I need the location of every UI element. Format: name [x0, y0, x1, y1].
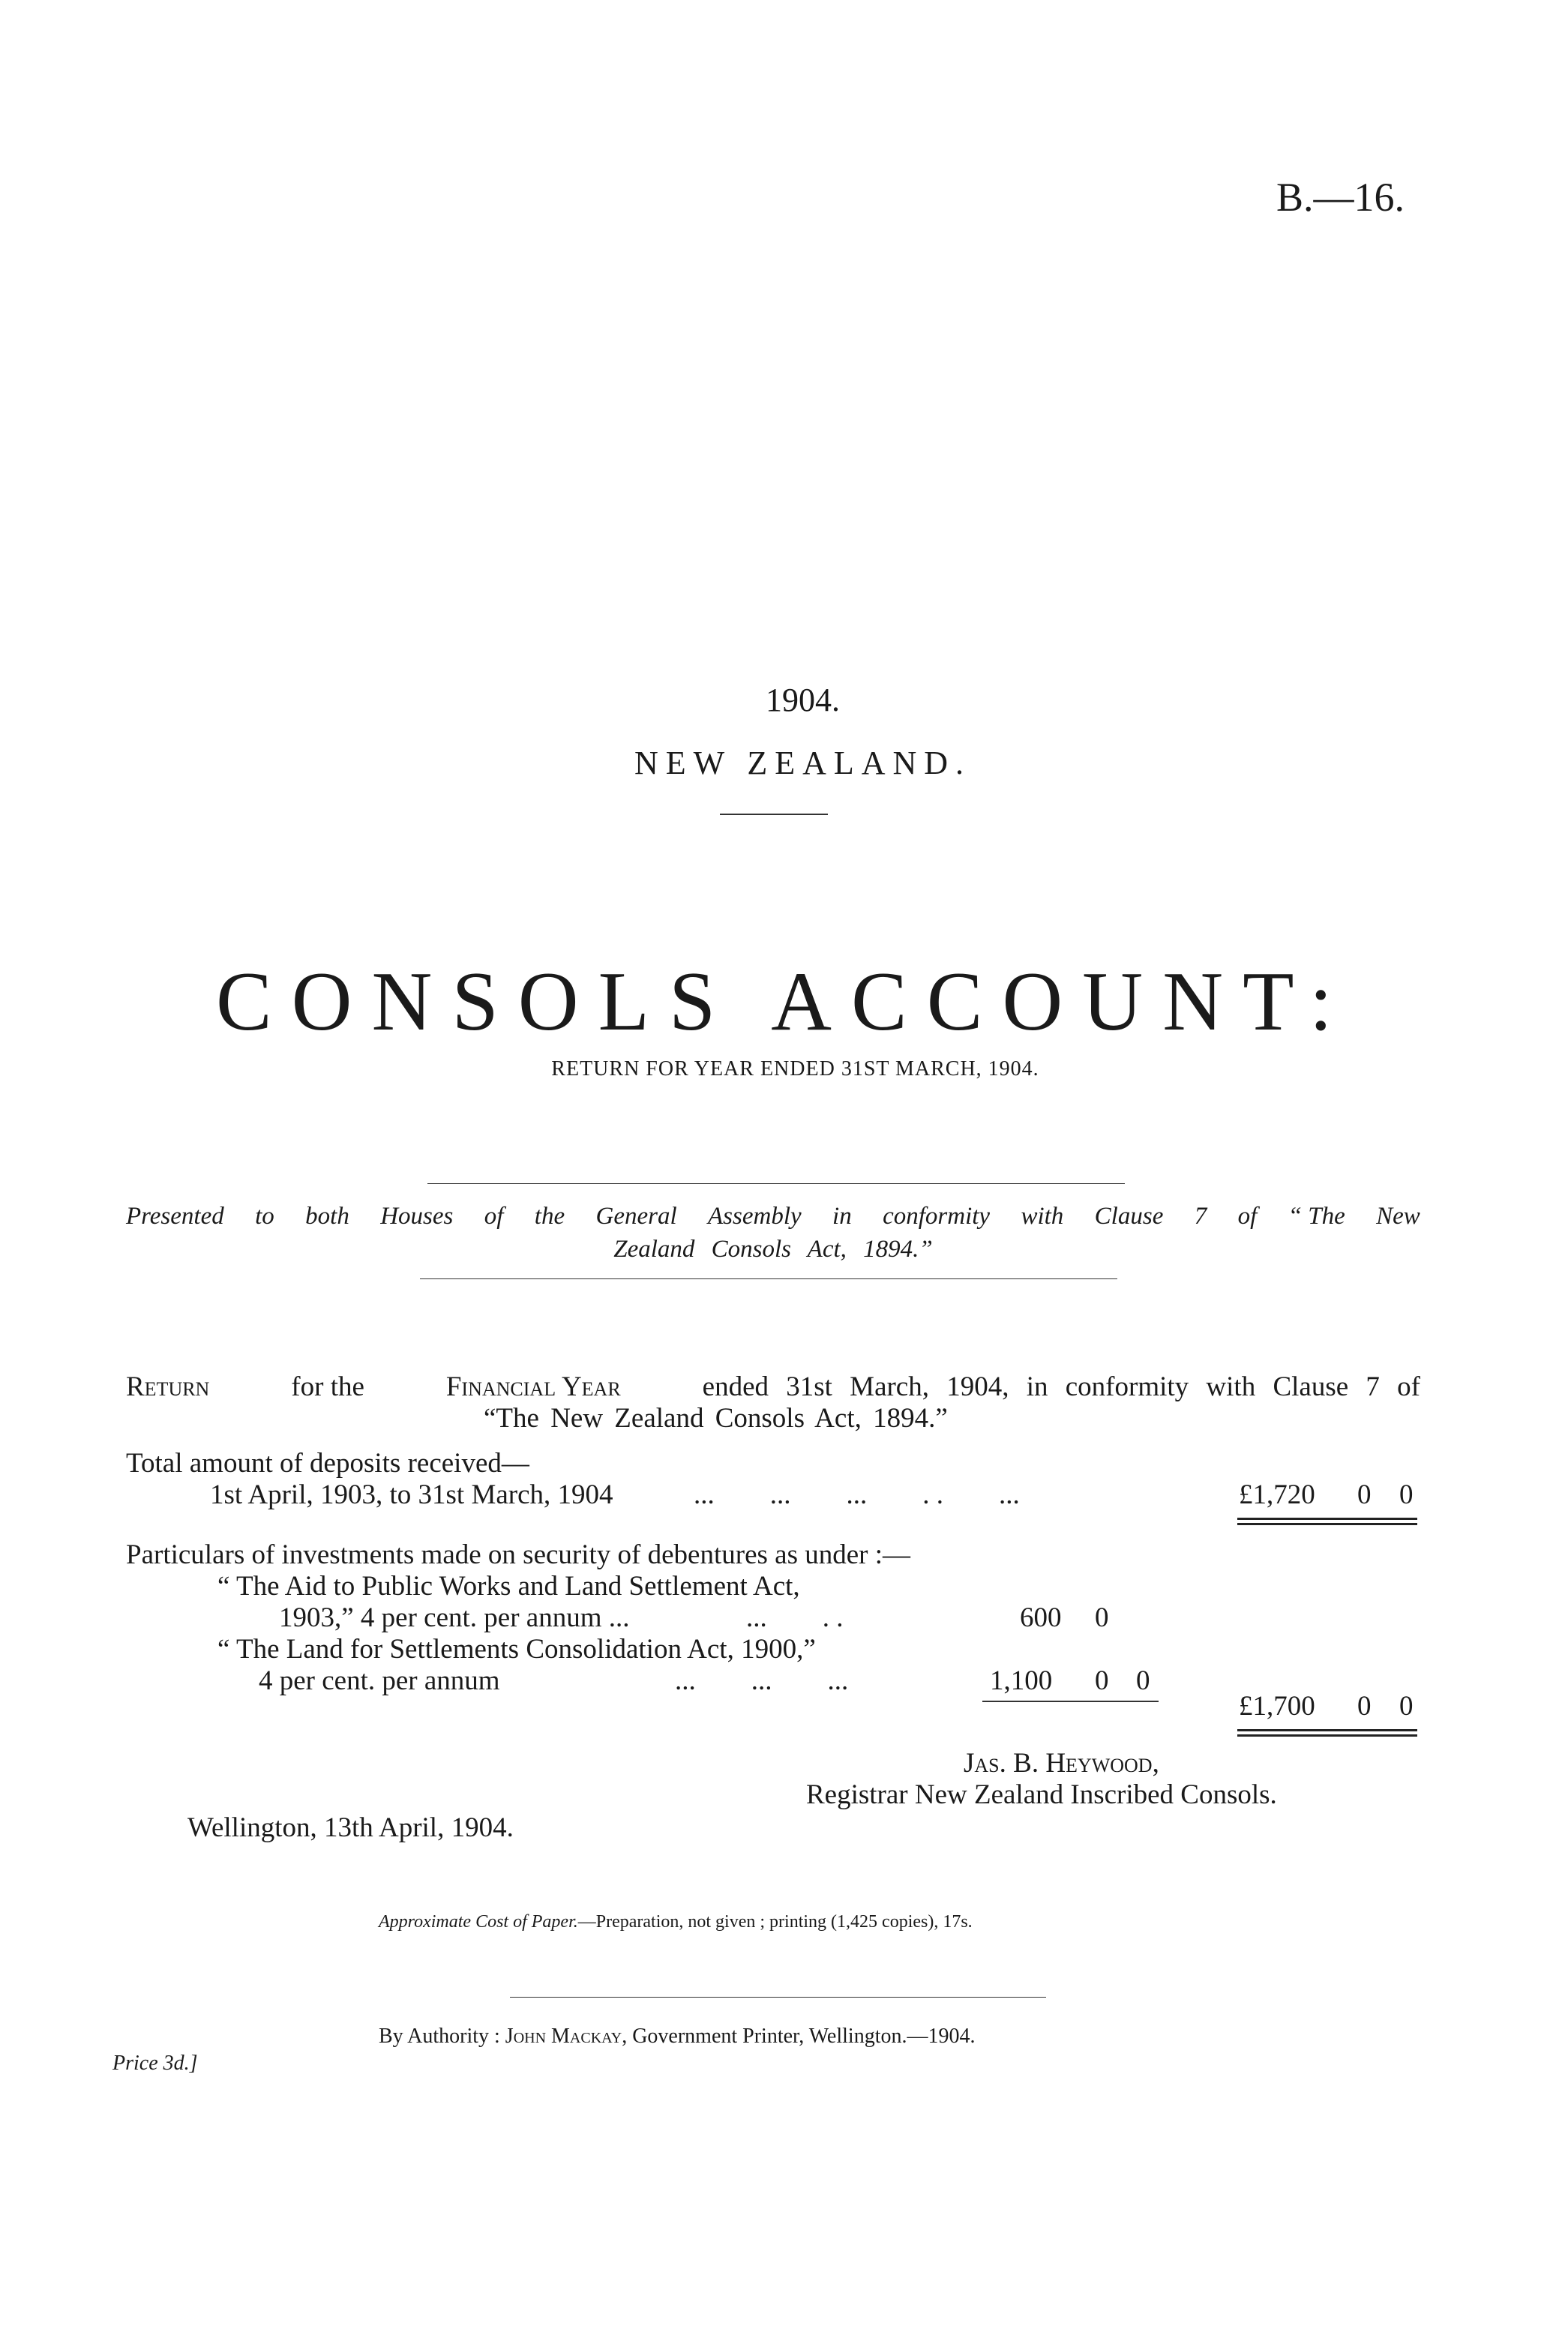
- investment-1-leader: ... . .: [746, 1602, 844, 1633]
- presentation-word: New: [1376, 1203, 1420, 1230]
- presentation-word: of: [484, 1203, 504, 1230]
- signatory-name: [964, 1747, 1159, 1779]
- presentation-word: General: [595, 1203, 677, 1230]
- investment-2-shillings: 0: [1095, 1665, 1109, 1696]
- presentation-word: to: [255, 1203, 274, 1230]
- deposits-total-pence: 0: [1399, 1479, 1414, 1510]
- document-reference: B.—16.: [1276, 175, 1405, 220]
- return-heading-text: for the: [291, 1371, 364, 1402]
- investments-total: £1,700: [1239, 1691, 1315, 1722]
- investment-1-shillings: 0: [1095, 1602, 1109, 1633]
- separator-rule: [720, 814, 828, 815]
- investment-2-amount: 1,100: [990, 1665, 1053, 1696]
- return-heading-line-1: [126, 1371, 1420, 1403]
- printer-line: [379, 2025, 975, 2049]
- investment-2-line-2: 4 per cent. per annum: [259, 1665, 500, 1696]
- separator-rule: [420, 1278, 1117, 1279]
- deposits-leader: ... ... ... . . ...: [694, 1479, 1020, 1510]
- signatory-name-rest: eywood,: [1066, 1748, 1159, 1779]
- separator-rule: [510, 1997, 1046, 1998]
- particulars-label: Particulars of investments made on security of debentures as under :—: [126, 1539, 910, 1570]
- presentation-word: in: [832, 1203, 852, 1230]
- presentation-word: conformity: [883, 1203, 991, 1230]
- investment-1-line-1: “ The Aid to Public Works and Land Settlement Act,: [217, 1571, 800, 1602]
- presentation-word: the: [534, 1203, 565, 1230]
- presentation-word: Clause: [1094, 1203, 1164, 1230]
- cost-note-label: Approximate Cost of Paper.: [379, 1912, 578, 1932]
- printer-name: John Mackay: [505, 2025, 622, 2048]
- signatory-title: Registrar New Zealand Inscribed Consols.: [806, 1779, 1277, 1810]
- presentation-word: Assembly: [708, 1203, 802, 1230]
- presentation-statement: [126, 1200, 1420, 1266]
- double-rule: [1237, 1518, 1417, 1525]
- document-country: NEW ZEALAND.: [634, 745, 972, 781]
- deposits-period: 1st April, 1903, to 31st March, 1904: [210, 1479, 613, 1510]
- return-heading-label: Return: [126, 1371, 210, 1402]
- investment-2-leader: ... ... ...: [675, 1665, 849, 1696]
- subtotal-rule: [982, 1701, 1159, 1702]
- return-heading-label: Financial Year: [445, 1371, 621, 1402]
- page-subtitle: RETURN FOR YEAR ENDED 31ST MARCH, 1904.: [551, 1057, 1039, 1081]
- presentation-word: with: [1021, 1203, 1064, 1230]
- cost-note: [379, 1912, 973, 1932]
- deposits-total-shillings: 0: [1357, 1479, 1372, 1510]
- investments-total-shillings: 0: [1357, 1691, 1372, 1722]
- presentation-line-1: [126, 1200, 1420, 1233]
- return-heading-line-2: “The New Zealand Consols Act, 1894.”: [484, 1403, 948, 1434]
- return-heading-text: ended 31st March, 1904, in conformity with Clause 7 of: [702, 1371, 1420, 1402]
- double-rule: [1237, 1729, 1417, 1737]
- separator-rule: [427, 1183, 1125, 1184]
- cost-note-text: —Preparation, not given ; printing (1,425 copies), 17s.: [577, 1912, 973, 1932]
- signatory-name-initial: Jas. B. H: [964, 1748, 1066, 1779]
- place-date: Wellington, 13th April, 1904.: [187, 1812, 514, 1843]
- presentation-word: both: [305, 1203, 349, 1230]
- investment-2-line-1: “ The Land for Settlements Consolidation Act, 1900,”: [217, 1634, 816, 1665]
- deposits-label: Total amount of deposits received—: [126, 1448, 529, 1479]
- printer-rest: , Government Printer, Wellington.—1904.: [622, 2025, 976, 2048]
- presentation-word: “ The: [1288, 1203, 1345, 1230]
- investment-1-amount: 600: [1020, 1602, 1062, 1633]
- price: Price 3d.]: [112, 2052, 198, 2075]
- document-year: 1904.: [766, 682, 840, 718]
- presentation-word: of: [1237, 1203, 1258, 1230]
- investments-total-pence: 0: [1399, 1691, 1414, 1722]
- presentation-word: Presented: [126, 1203, 224, 1230]
- presentation-word: 7: [1194, 1203, 1207, 1230]
- presentation-word: Houses: [380, 1203, 454, 1230]
- investment-1-line-2: 1903,” 4 per cent. per annum ...: [279, 1602, 630, 1633]
- printer-authority: By Authority :: [379, 2025, 500, 2048]
- investment-2-pence: 0: [1136, 1665, 1150, 1696]
- presentation-line-2: Zealand Consols Act, 1894.”: [613, 1236, 933, 1263]
- deposits-total: £1,720: [1239, 1479, 1315, 1510]
- page-title: CONSOLS ACCOUNT:: [215, 955, 1353, 1048]
